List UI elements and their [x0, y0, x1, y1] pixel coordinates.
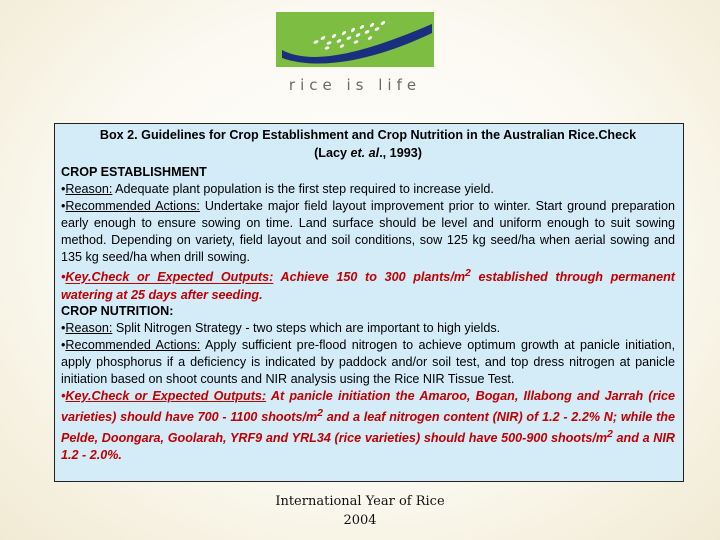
nutrition-actions-label: Recommended Actions: [65, 338, 201, 353]
establishment-reason-text: Adequate plant population is the first step required to increase yield. [112, 181, 494, 196]
box-title-citation-post: ., 1993) [379, 145, 422, 160]
logo-tagline: rice is life [288, 76, 422, 94]
nutrition-heading: CROP NUTRITION: [61, 304, 174, 319]
nutrition-reason-text: Split Nitrogen Strategy - two steps which are important to high yields. [112, 321, 501, 336]
footer-year: 2004 [343, 513, 377, 528]
logo-green-panel [276, 12, 434, 67]
box-title [61, 127, 675, 162]
nutrition-key-text-1: At panicle initiation the Amaroo, Bogan, Illabong and Jarrah (rice varieties) should have 700 - 1100 shoots/m [61, 388, 676, 425]
establishment-key-text-post: established through permanent watering at 25 days after seeding. [61, 270, 675, 302]
establishment-actions-label: Recommended Actions: [65, 198, 200, 213]
establishment-actions-text: Undertake major field layout improvement prior to winter. Start ground preparation early enough to ensure sowing on time. Land surface should be level and uniform enough to suit sowing method. Depending on variety, field layout and soil conditions, sow 125 kg seed/ha when aerial sowing and 135 kg seed/ha when drill sowing. [61, 198, 675, 264]
box-title-citation-italic: et. al [350, 145, 380, 160]
nutrition-actions: •Recommended Actions: Apply sufficient pre-flood nitrogen to achieve optimum growth at panicle initiation, apply phosphorus if a deficiency is indicated by paddock and/or soil test, and top dress nitrogen at panicle initiation based on shoot counts and NIR analysis using the Rice NIR Tissue Test. [61, 338, 675, 387]
establishment-actions: •Recommended Actions: Undertake major field layout improvement prior to winter. Start ground preparation early enough to ensure sowing on time. Land surface should be level and uniform enough to suit sowing method. Depending on variety, field layout and soil conditions, sow 125 kg seed/ha when aerial sowing and 135 kg seed/ha when drill sowing. [61, 198, 675, 264]
box-title-line1: Box 2. Guidelines for Crop Establishment and Crop Nutrition in the Australian Rice.Check [99, 128, 637, 142]
establishment-heading: CROP ESTABLISHMENT [61, 165, 207, 179]
establishment-reason-label: Reason: [65, 181, 113, 196]
guidelines-box [54, 123, 684, 482]
nutrition-reason: •Reason: Split Nitrogen Strategy - two steps which are important to high yields. [61, 321, 501, 336]
nutrition-key-sup-2: 2 [607, 427, 613, 440]
establishment-key-label: Key.Check or Expected Outputs: [65, 270, 274, 285]
rice-grain-swoosh-icon [276, 12, 434, 67]
establishment-key-text-pre: Achieve 150 to 300 plants/m [273, 270, 466, 285]
nutrition-key-text-2: and a leaf nitrogen content (NIR) of 1.2 - 2.2% N; while the Pelde, Doongara, Goolarah, YRF9 and YRL34 (rice varieties) should have 500-900 shoots/m [61, 410, 675, 446]
nutrition-key-sup-1: 2 [317, 406, 324, 419]
nutrition-key-text-3: and a NIR 1.2 - 2.0%. [61, 431, 675, 463]
rice-is-life-logo [276, 12, 434, 94]
box-title-citation-pre: (Lacy [314, 145, 351, 160]
nutrition-actions-text: Apply sufficient pre-flood nitrogen to achieve optimum growth at panicle initiation, apply phosphorus if a deficiency is indicated by paddock and/or soil test, and top dress nitrogen at panicle initiation based on shoot counts and NIR analysis using the Rice NIR Tissue Test. [61, 338, 675, 387]
nutrition-reason-label: Reason: [65, 321, 113, 336]
establishment-key-check: •Key.Check or Expected Outputs: Achieve 150 to 300 plants/$m^2$ established through permanent watering at 25 days after seeding. [61, 267, 675, 302]
nutrition-key-label: Key.Check or Expected Outputs: [65, 388, 267, 403]
footer-year-title: International Year of Rice [275, 494, 445, 509]
establishment-reason: •Reason: Adequate plant population is the first step required to increase yield. [61, 181, 494, 196]
establishment-key-sup: 2 [465, 267, 471, 280]
nutrition-key-check: •Key.Check or Expected Outputs: At panicle initiation the Amaroo, Bogan, Illabong and Jarrah (rice varieties) should have 700 - 1100 shoots/$m^2$ and a leaf nitrogen content (NIR) of 1.2 - 2.2% N; while the Pelde, Doongara, Goolarah, YRF9 and YRL34 (rice varieties) should have 500-900 shoots/$m^2$ and a NIR 1.2 - 2.0%. [61, 388, 676, 463]
